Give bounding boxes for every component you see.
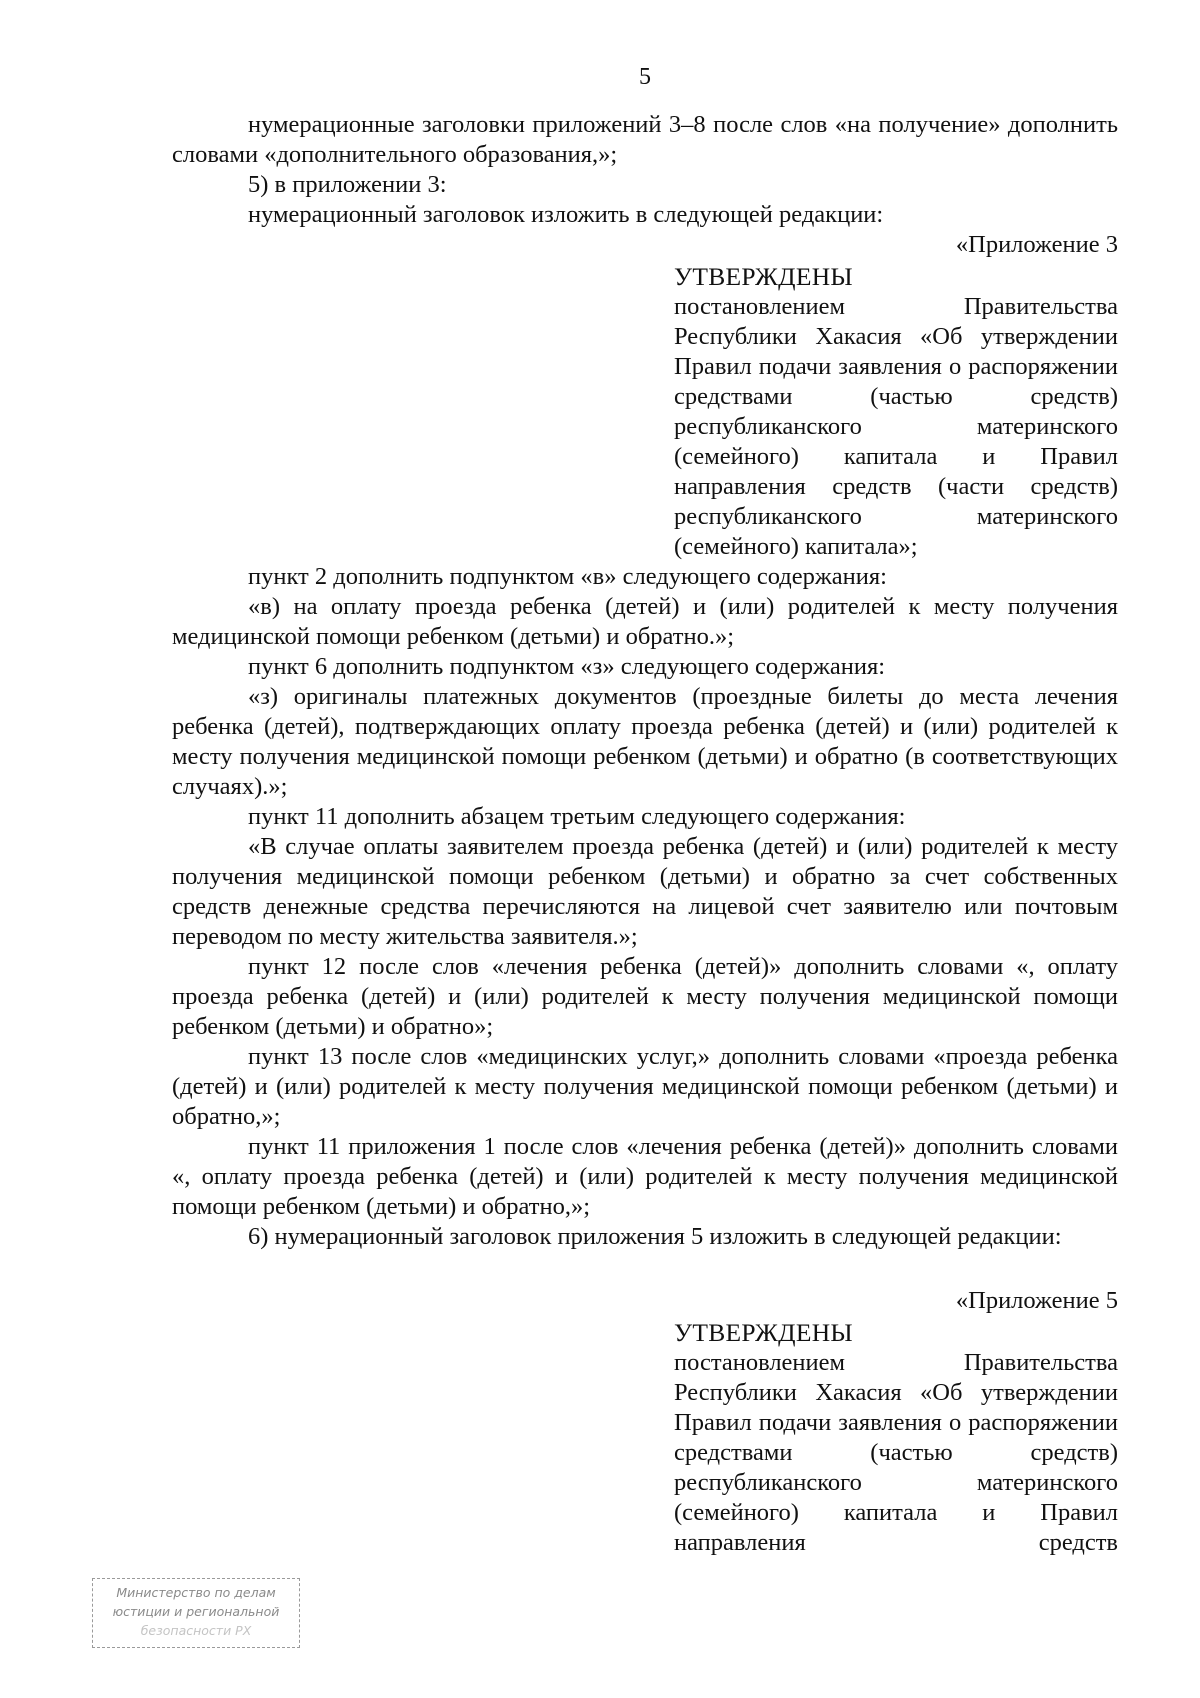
stamp-line: безопасности РХ: [140, 1623, 252, 1638]
paragraph: «В случае оплаты заявителем проезда ребенка (детей) и (или) родителей к месту получения медицинской помощи ребенком (детьми) и обратно за счет собственных средств денежные средства перечисляются на лицевой счет заявителю или почтовым переводом по месту жительства заявителя.»;: [172, 833, 1118, 950]
paragraph: пункт 6 дополнить подпунктом «з» следующего содержания:: [248, 653, 886, 680]
paragraph: «в) на оплату проезда ребенка (детей) и (или) родителей к месту получения медицинской помощи ребенком (детьми) и обратно.»;: [172, 593, 1118, 650]
approval-heading: УТВЕРЖДЕНЫ: [674, 1318, 853, 1347]
paragraph: «з) оригиналы платежных документов (проездные билеты до места лечения ребенка (детей), подтверждающих оплату проезда ребенка (детей) и (или) родителей к месту получения медицинской помощи ребенком (детьми) и обратно (в соответствующих случаях).»;: [172, 683, 1118, 800]
paragraph: 5) в приложении 3:: [248, 171, 447, 198]
stamp-line: Министерство по делам: [116, 1585, 276, 1600]
text-section-a: [172, 110, 1118, 230]
paragraph: нумерационный заголовок изложить в следующей редакции:: [248, 201, 884, 228]
registration-stamp: [92, 1578, 300, 1648]
paragraph: нумерационные заголовки приложений 3–8 после слов «на получение» дополнить словами «дополнительного образования,»;: [172, 111, 1118, 168]
stamp-line: юстиции и региональной: [112, 1604, 280, 1619]
text-section-b: [172, 562, 1118, 1252]
approval-block: [674, 1318, 1118, 1558]
paragraph: пункт 2 дополнить подпунктом «в» следующего содержания:: [248, 563, 887, 590]
approval-text: постановлением Правительства Республики Хакасия «Об утверждении Правил подачи заявления о распоряжении средствами (частью средств) республиканского материнского (семейного) капитала и Правил направления средств (части средств) республиканского материнского (семейного) капитала»;: [674, 293, 1118, 560]
paragraph: пункт 11 приложения 1 после слов «лечения ребенка (детей)» дополнить словами «, оплату проезда ребенка (детей) и (или) родителей к месту получения медицинской помощи ребенком (детьми) и обратно,»;: [172, 1133, 1118, 1220]
page-number: 5: [639, 64, 651, 90]
paragraph: 6) нумерационный заголовок приложения 5 изложить в следующей редакции:: [248, 1223, 1062, 1250]
approval-block: [674, 262, 1118, 562]
paragraph: пункт 13 после слов «медицинских услуг,» дополнить словами «проезда ребенка (детей) и (или) родителей к месту получения медицинской помощи ребенком (детьми) и обратно,»;: [172, 1043, 1118, 1130]
paragraph: пункт 12 после слов «лечения ребенка (детей)» дополнить словами «, оплату проезда ребенка (детей) и (или) родителей к месту получения медицинской помощи ребенком (детьми) и обратно»;: [172, 953, 1118, 1040]
annex-number-label: «Приложение 3: [955, 231, 1118, 258]
approval-heading: УТВЕРЖДЕНЫ: [674, 262, 853, 291]
approval-text: постановлением Правительства Республики Хакасия «Об утверждении Правил подачи заявления о распоряжении средствами (частью средств) республиканского материнского (семейного) капитала и Правил направления средств: [674, 1349, 1118, 1556]
annex-number-label: «Приложение 5: [955, 1287, 1118, 1314]
paragraph: пункт 11 дополнить абзацем третьим следующего содержания:: [248, 803, 906, 830]
